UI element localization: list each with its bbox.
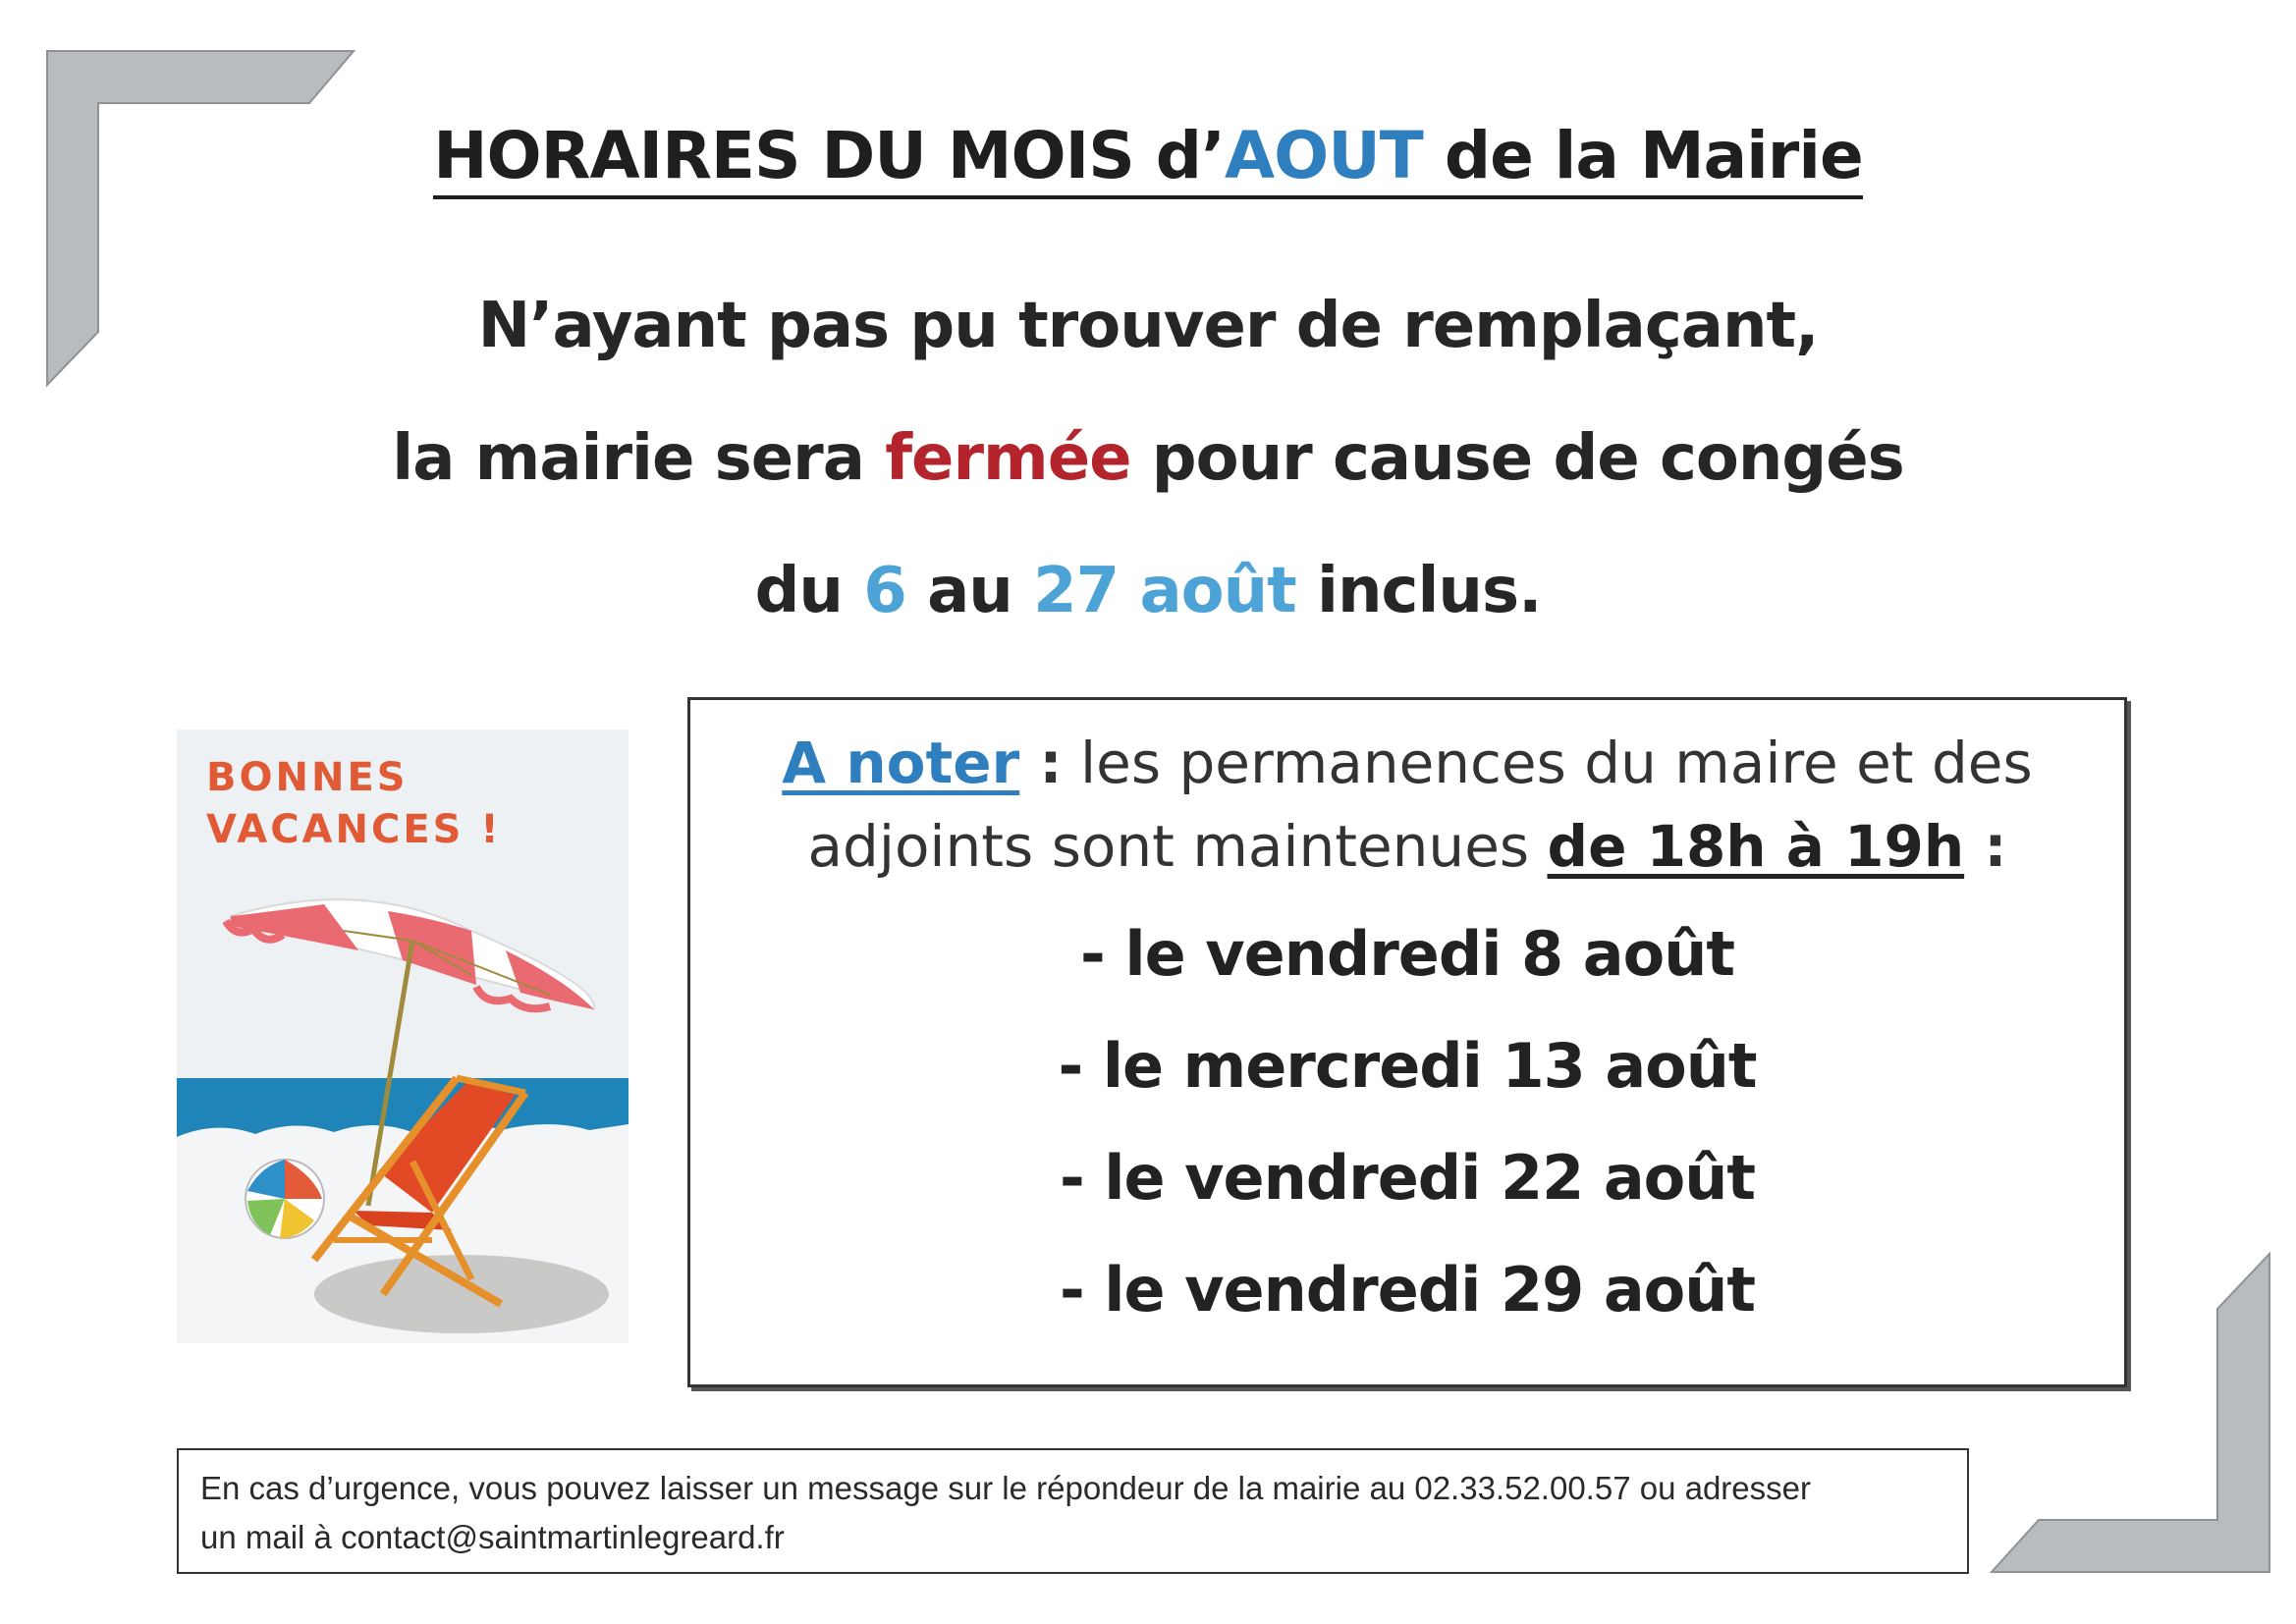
page-title: HORAIRES DU MOIS d’AOUT de la Mairie [0, 118, 2296, 199]
footer-line-1: En cas d’urgence, vous pouvez laisser un message sur le répondeur de la mairie au 02.33.52.00.57 ou adresser [200, 1470, 1811, 1506]
beach-ball-icon [246, 1160, 324, 1238]
announcement-line-3: du 6 au 27 août inclus. [754, 555, 1542, 627]
notice-line-1: A noter : les permanences du maire et des [782, 730, 2033, 796]
list-item: - le vendredi 29 août [1059, 1254, 1756, 1326]
emergency-contact-box [177, 1448, 1969, 1574]
notice-hours: de 18h à 19h [1547, 813, 1965, 880]
list-item: - le vendredi 22 août [1059, 1142, 1756, 1214]
holiday-beach-illustration [177, 730, 629, 1343]
announcement-line-1: N’ayant pas pu trouver de remplaçant, [477, 290, 1819, 362]
end-date-highlight: 27 août [1033, 555, 1296, 627]
list-item: - le mercredi 13 août [1058, 1030, 1757, 1102]
title-month-highlight: AOUT [1225, 118, 1423, 193]
notice-label: A noter [782, 730, 1020, 796]
bonnes-text: BONNES [206, 755, 409, 800]
closed-highlight: fermée [885, 422, 1131, 495]
start-date-highlight: 6 [863, 555, 906, 627]
announcement-line-2: la mairie sera fermée pour cause de congés [392, 422, 1904, 495]
vacances-text: VACANCES ! [206, 807, 502, 852]
notice-line-2: adjoints sont maintenues de 18h à 19h : [807, 813, 2007, 880]
notice-box [687, 697, 2127, 1387]
list-item: - le vendredi 8 août [1080, 918, 1734, 990]
footer-line-2: un mail à contact@saintmartinlegreard.fr [200, 1519, 785, 1555]
